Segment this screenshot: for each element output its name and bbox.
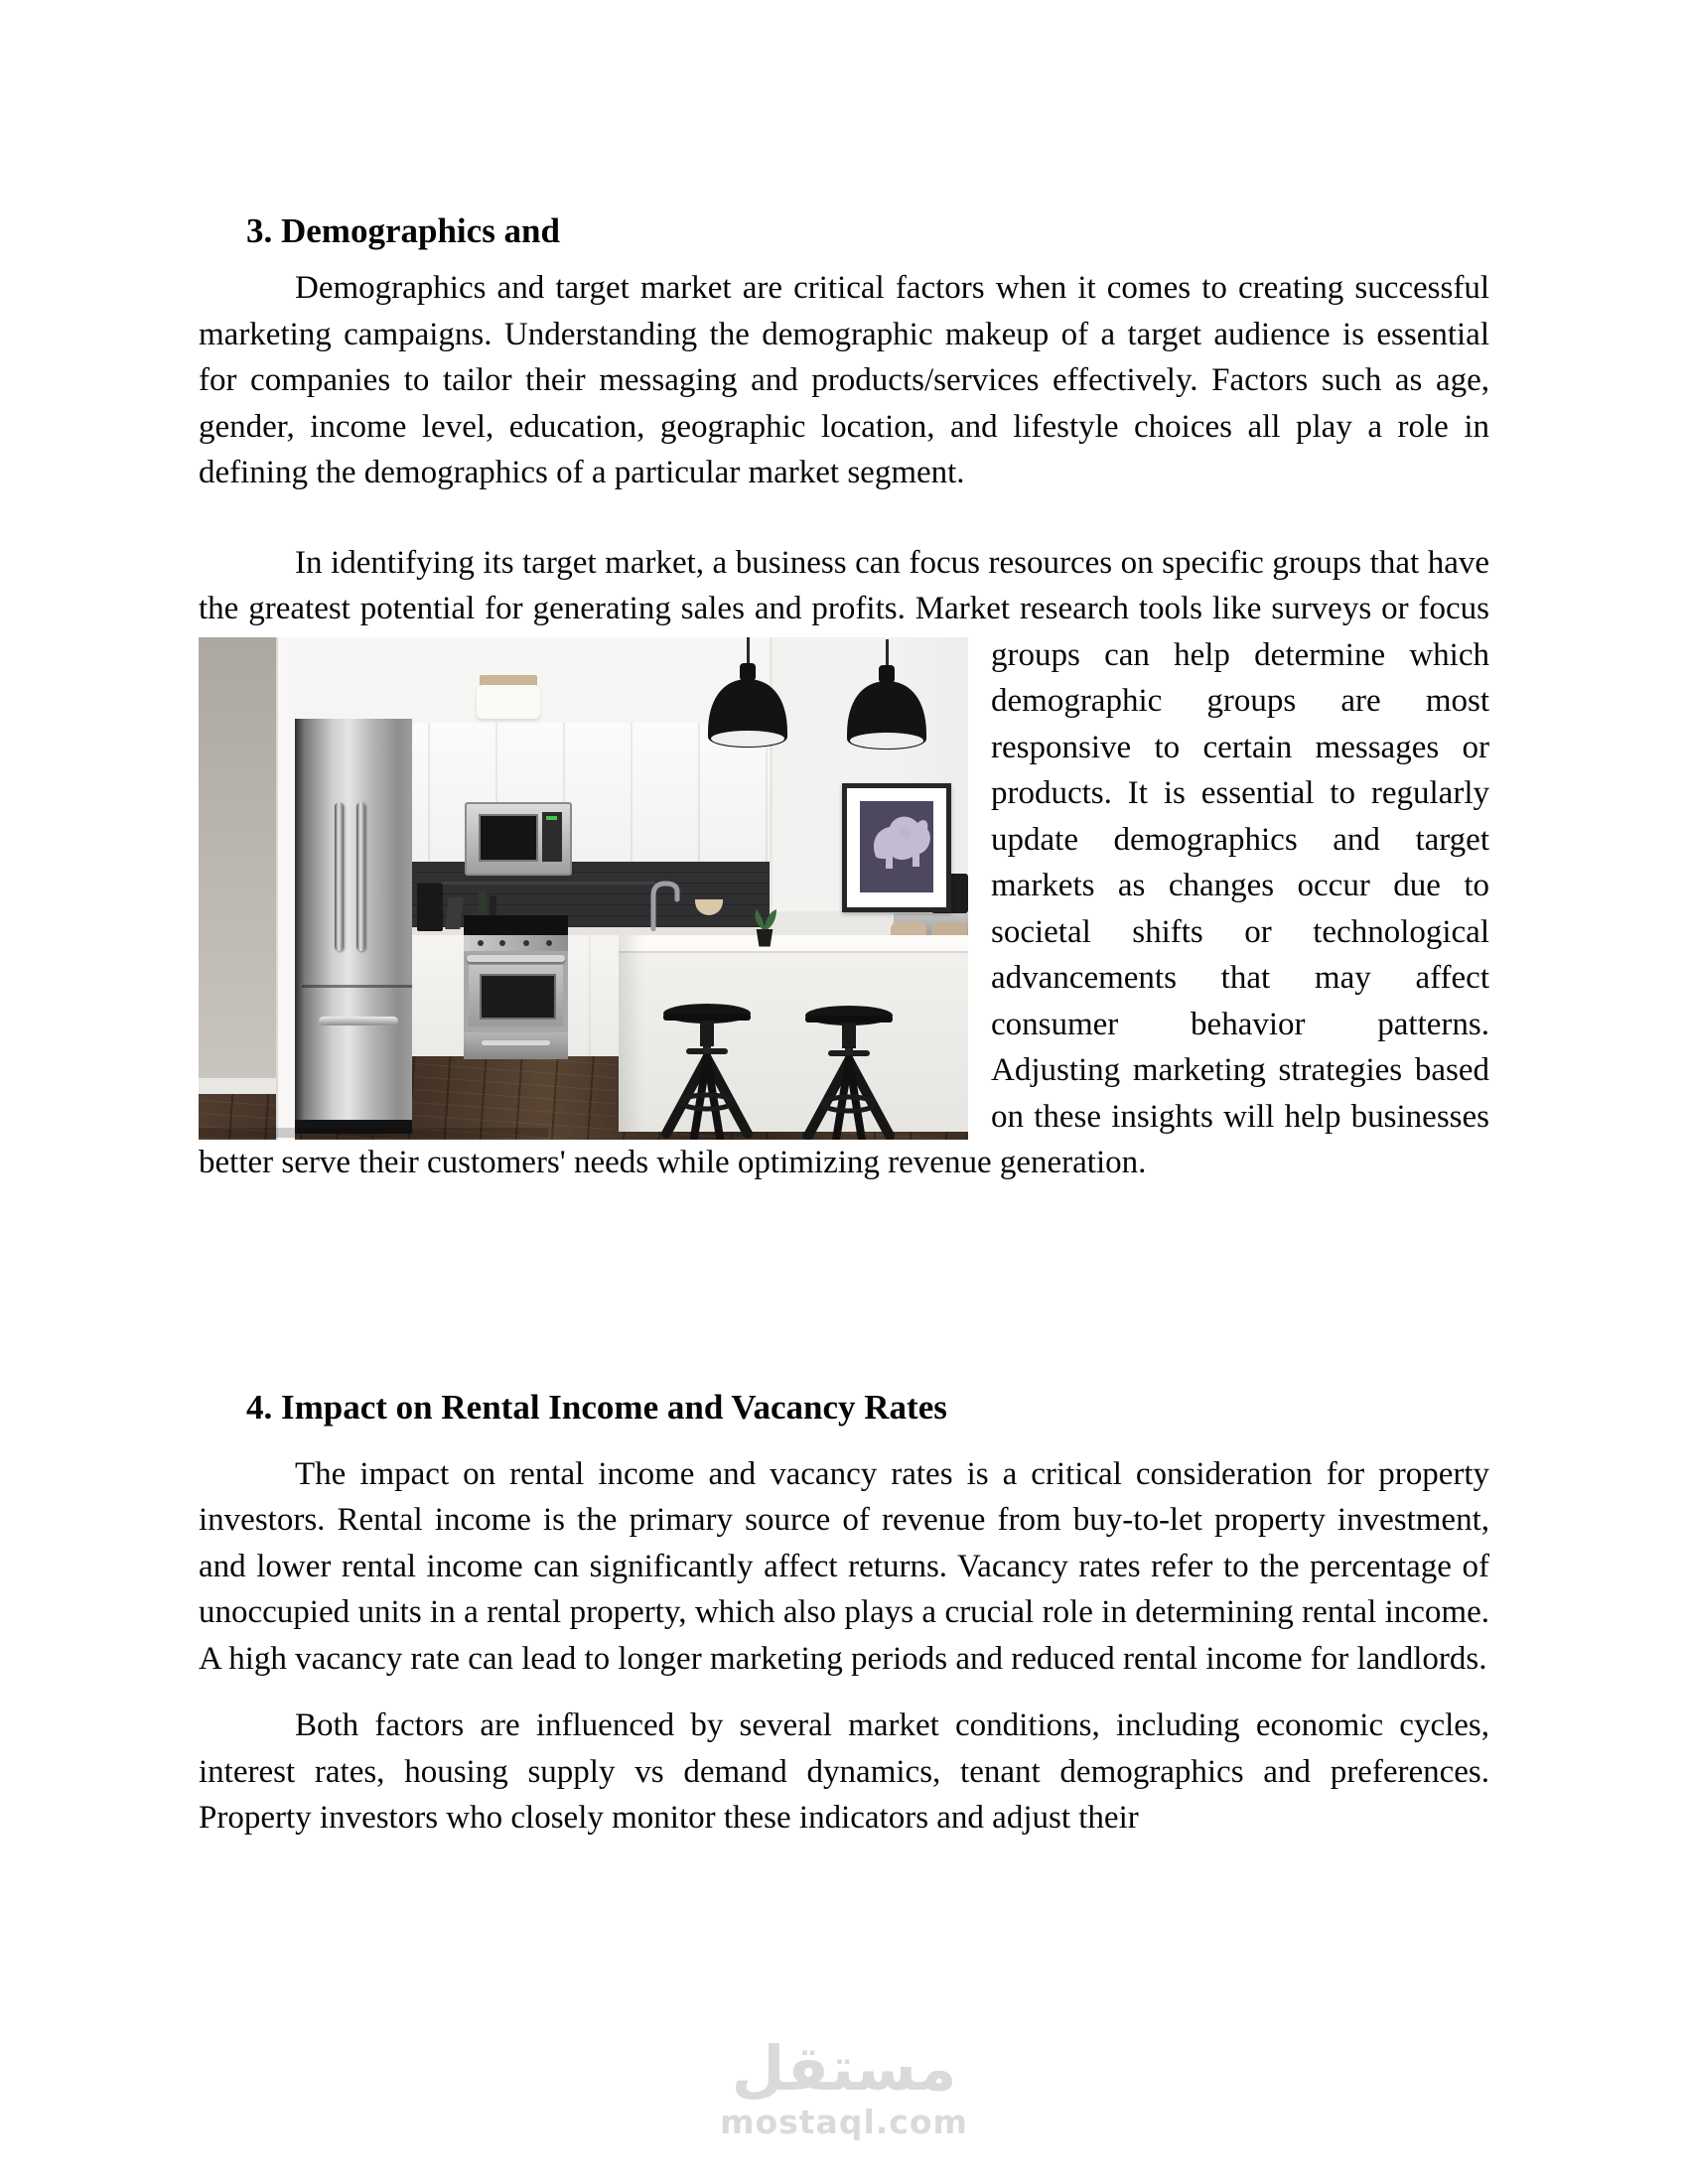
kitchen-photo — [199, 637, 968, 1140]
watermark — [0, 2032, 1688, 2141]
plant-icon — [747, 905, 782, 933]
cooktop — [464, 915, 568, 935]
microwave — [465, 802, 572, 876]
coffee-maker — [417, 884, 443, 931]
paragraph-text: The impact on rental income and vacancy rates is a critical consideration for property investors. Rental income is the primary source of revenue from buy-to-let property investment, and lower rental income can significantly affect returns. Vacancy rates refer to the percentage of unoccupied units in a rental property, which also plays a crucial role in determining rental income. A high vacancy rate can lead to longer marketing periods and reduced rental income for landlords. — [199, 1455, 1489, 1677]
section-4-paragraph-1 — [199, 1451, 1489, 1683]
paragraph-text: Demographics and target market are critical factors when it comes to creating successful marketing campaigns. Understanding the demographic makeup of a target audience is essential for companies to tailor their messaging and products/services effectively. Factors such as age, gender, income level, education, geographic location, and lifestyle choices all play a role in defining the demographics of a particular market segment. — [199, 270, 1489, 490]
bar-stool — [794, 1005, 904, 1140]
microwave-clock — [546, 816, 557, 820]
elephant-art-icon — [860, 801, 933, 892]
paragraph-text: research tools like surveys or focus groups can help determine which demographic groups are most responsive to certain messages or products. It is essential to regularly update demographics and target markets as changes occur due to societal shifts or technological advancements that may affect consumer behavior patterns. Adjusting marketing strategies based on these insights will help businesses better serve their customers' needs while optimizing revenue generation. — [199, 591, 1489, 1180]
microwave-window — [479, 814, 538, 862]
oven-window — [480, 974, 556, 1020]
paragraph-text: In identifying its target market, a business can focus resources on specific groups that have the greatest potential for generating sales and profits. Market — [199, 544, 1489, 626]
bar-stool — [652, 1003, 762, 1140]
ceiling-light — [477, 685, 540, 719]
refrigerator — [295, 719, 412, 1134]
pendant-lamp — [703, 637, 792, 758]
fridge-handle — [356, 802, 365, 951]
oven-drawer — [464, 1032, 568, 1059]
picture-frame — [842, 783, 951, 912]
watermark-domain: mostaql.com — [720, 2103, 968, 2141]
wall-column — [276, 637, 295, 1140]
faucet-icon — [645, 876, 685, 931]
freezer-handle — [319, 1017, 398, 1025]
section-3-heading: 3. Demographics and — [246, 211, 560, 250]
mostaql-logo: مستقل — [731, 2032, 957, 2105]
section-4-paragraph-2 — [199, 1703, 1489, 1842]
oven-door — [469, 965, 563, 1026]
text-block — [199, 0, 1489, 1842]
stove-range — [464, 915, 568, 1059]
section-3-paragraph-1 — [199, 265, 1489, 496]
oven-handle — [467, 955, 565, 962]
island-countertop — [619, 935, 968, 953]
fridge-handle — [335, 802, 344, 951]
section-3-paragraph-2 — [199, 540, 1489, 1186]
left-wall — [199, 637, 276, 1094]
section-4-heading: 4. Impact on Rental Income and Vacancy Rates — [246, 1387, 947, 1427]
pendant-lamp — [842, 639, 931, 760]
baseboard — [199, 1078, 276, 1094]
paragraph-text: Both factors are influenced by several market conditions, including economic cycles, interest rates, housing supply vs demand dynamics, tenant demographics and preferences. Property investors who closely monitor these indicators and adjust their — [199, 1707, 1489, 1836]
